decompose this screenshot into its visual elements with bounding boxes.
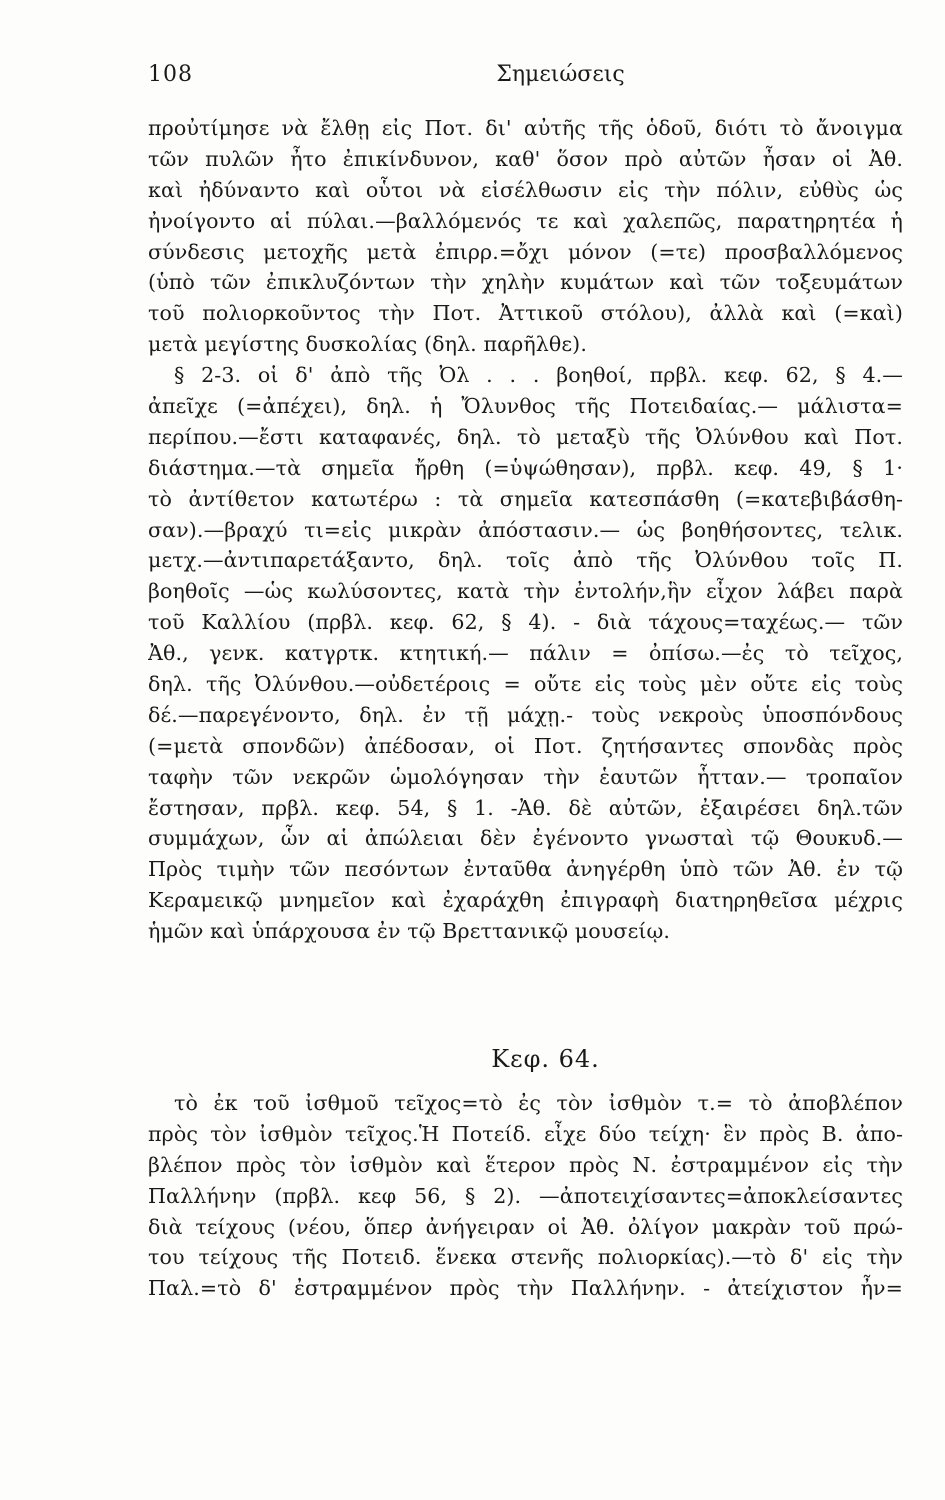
text-line: πρὸς τὸν ἰσθμὸν τεῖχος.Ἡ Ποτείδ. εἶχε δύο τείχη· ἓν πρὸς Β. ἀπο- (148, 1121, 903, 1146)
chapter-64-heading: Κεφ. 64. (491, 1045, 600, 1073)
text-line: δέ.—παρεγένοντο, δηλ. ἐν τῇ μάχῃ.- τοὺς νεκροὺς ὑποσπόνδους (148, 702, 903, 727)
text-line: Πρὸς τιμὴν τῶν πεσόντων ἐνταῦθα ἀνηγέρθη ὑπὸ τῶν Ἀθ. ἐν τῷ (148, 857, 903, 882)
text-line: περίπου.—ἔστι καταφανές, δηλ. τὸ μεταξὺ τῆς Ὀλύνθου καὶ Ποτ. (148, 424, 903, 449)
text-line: δηλ. τῆς Ὀλύνθου.—οὐδετέροις = οὔτε εἰς τοὺς μὲν οὔτε εἰς τοὺς (148, 672, 903, 697)
notes-chapter-64-text (148, 1088, 903, 1304)
text-line: τοῦ πολιορκοῦντος τὴν Ποτ. Ἀττικοῦ στόλου), ἀλλὰ καὶ (=καὶ) (148, 301, 903, 326)
text-line: διάστημα.—τὰ σημεῖα ἤρθη (=ὑψώθησαν), πρβλ. κεφ. 49, § 1· (148, 455, 903, 480)
text-line: βλέπον πρὸς τὸν ἰσθμὸν καὶ ἕτερον πρὸς Ν. ἐστραμμένον εἰς τὴν (148, 1152, 903, 1177)
notes-chapter-63-text (148, 113, 903, 947)
text-line: Παλλήνην (πρβλ. κεφ 56, § 2). —ἀποτειχίσαντες=ἀποκλείσαντες (148, 1183, 903, 1208)
page-number: 108 (148, 62, 193, 87)
text-line: Παλ.=τὸ δ' ἐστραμμένον πρὸς τὴν Παλλήνην. - ἀτείχιστον ἦν= (148, 1276, 903, 1301)
text-line: σύνδεσις μετοχῆς μετὰ ἐπιρρ.=ὄχι μόνον (=τε) προσβαλλόμενος (148, 239, 903, 264)
text-line: τῶν πυλῶν ἦτο ἐπικίνδυνον, καθ' ὅσον πρὸ αὐτῶν ἦσαν οἱ Ἀθ. (148, 146, 903, 171)
text-line: ἀπεῖχε (=ἀπέχει), δηλ. ἡ Ὄλυνθος τῆς Ποτειδαίας.— μάλιστα= (148, 394, 903, 419)
text-line: Ἀθ., γενκ. κατγρτκ. κτητική.— πάλιν = ὀπίσω.—ἐς τὸ τεῖχος, (148, 641, 903, 666)
text-line: μετχ.—ἀντιπαρετάξαντο, δηλ. τοῖς ἀπὸ τῆς Ὀλύνθου τοῖς Π. (148, 548, 903, 573)
text-line: ἔστησαν, πρβλ. κεφ. 54, § 1. -Ἀθ. δὲ αὐτῶν, ἐξαιρέσει δηλ.τῶν (148, 795, 903, 820)
text-line: (ὑπὸ τῶν ἐπικλυζόντων τὴν χηλὴν κυμάτων καὶ τῶν τοξευμάτων (148, 270, 903, 295)
text-line: ἡμῶν καὶ ὑπάρχουσα ἐν τῷ Βρεττανικῷ μουσείῳ. (148, 919, 671, 944)
text-line: σαν).—βραχύ τι=εἰς μικρὰν ἀπόστασιν.— ὡς βοηθήσοντες, τελικ. (148, 517, 903, 542)
text-line: προὐτίμησε νὰ ἔλθῃ εἰς Ποτ. δι' αὐτῆς τῆς ὁδοῦ, διότι τὸ ἄνοιγμα (148, 116, 903, 140)
text-line: τὸ ἐκ τοῦ ἰσθμοῦ τεῖχος=τὸ ἐς τὸν ἰσθμὸν τ.= τὸ ἀποβλέπον (174, 1091, 903, 1115)
text-line: βοηθοῖς —ὡς κωλύσοντες, κατὰ τὴν ἐντολήν,ἣν εἶχον λάβει παρὰ (148, 579, 903, 604)
text-line: ταφὴν τῶν νεκρῶν ὡμολόγησαν τὴν ἑαυτῶν ἧτταν.— τροπαῖον (148, 764, 903, 789)
text-line: του τείχους τῆς Ποτειδ. ἕνεκα στενῆς πολιορκίας).—τὸ δ' εἰς τὴν (148, 1245, 903, 1270)
text-line: § 2-3. οἱ δ' ἀπὸ τῆς Ὀλ . . . βοηθοί, πρβλ. κεφ. 62, § 4.— (174, 363, 903, 388)
text-line: καὶ ἠδύναντο καὶ οὗτοι νὰ εἰσέλθωσιν εἰς τὴν πόλιν, εὐθὺς ὡς (148, 177, 903, 202)
text-line: τὸ ἀντίθετον κατωτέρω : τὰ σημεῖα κατεσπάσθη (=κατεβιβάσθη- (148, 486, 903, 511)
running-title: Σημειώσεις (496, 62, 625, 87)
text-line: ἠνοίγοντο αἱ πύλαι.—βαλλόμενός τε καὶ χαλεπῶς, παρατηρητέα ἡ (148, 208, 903, 233)
text-line: διὰ τείχους (νέου, ὅπερ ἀνήγειραν οἱ Ἀθ. ὀλίγον μακρὰν τοῦ πρώ- (148, 1214, 903, 1239)
text-line: Κεραμεικῷ μνημεῖον καὶ ἐχαράχθη ἐπιγραφὴ διατηρηθεῖσα μέχρις (148, 888, 903, 913)
text-line: (=μετὰ σπονδῶν) ἀπέδοσαν, οἱ Ποτ. ζητήσαντες σπονδὰς πρὸς (148, 733, 903, 758)
text-line: τοῦ Καλλίου (πρβλ. κεφ. 62, § 4). - διὰ τάχους=ταχέως.— τῶν (148, 610, 903, 635)
running-head (148, 62, 903, 92)
text-line: συμμάχων, ὧν αἱ ἀπώλειαι δὲν ἐγένοντο γνωσταὶ τῷ Θουκυδ.— (148, 826, 903, 851)
text-line: μετὰ μεγίστης δυσκολίας (δηλ. παρῆλθε). (148, 332, 587, 357)
